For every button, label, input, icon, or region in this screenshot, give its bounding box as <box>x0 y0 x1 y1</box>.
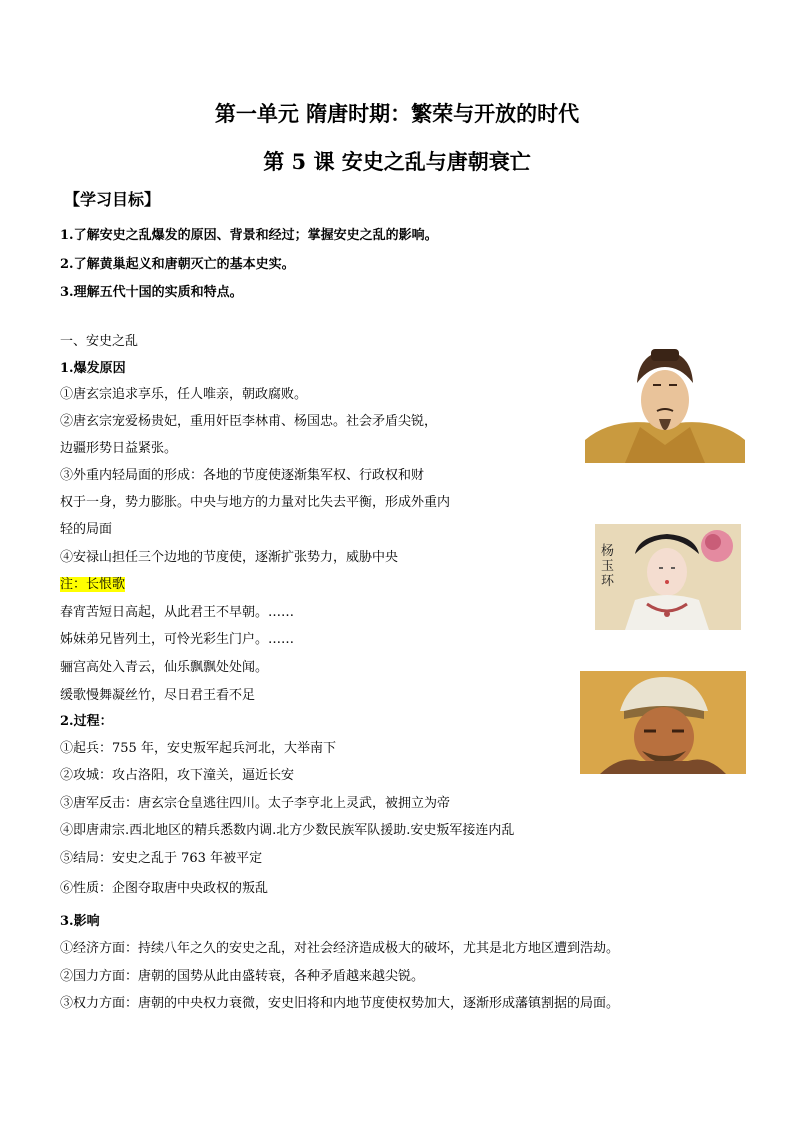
causes-heading: 1.爆发原因 <box>60 361 126 376</box>
objectives-heading: 【学习目标】 <box>64 190 161 209</box>
note-prefix: 注： <box>60 577 87 592</box>
impact-line-3: ③权力方面：唐朝的中央权力衰微，安史旧将和内地节度使权势加大，逐渐形成藩镇割据的局面。 <box>60 996 620 1011</box>
process-heading: 2.过程： <box>60 714 113 729</box>
unit-title: 第一单元 隋唐时期：繁荣与开放的时代 <box>214 101 580 126</box>
emperor-portrait-svg <box>585 345 745 463</box>
poem-line-3: 骊宫高处入青云，仙乐飘飘处处闻。 <box>60 660 269 675</box>
poem-line-4: 缓歌慢舞凝丝竹，尽日君王看不足 <box>60 688 256 703</box>
cause-line-5: 权于一身，势力膨胀。中央与地方的力量对比失去平衡，形成外重内 <box>60 495 451 510</box>
cause-line-3: 边疆形势日益紧张。 <box>60 441 178 456</box>
poem-line-2: 姊妹弟兄皆列土，可怜光彩生门户。…… <box>60 632 295 647</box>
impact-line-1: ①经济方面：持续八年之久的安史之乱，对社会经济造成极大的破坏，尤其是北方地区遭到浩劫。 <box>60 941 620 956</box>
cause-line-1: ①唐玄宗追求享乐，任人唯亲，朝政腐败。 <box>60 387 308 402</box>
note-line <box>60 577 125 593</box>
process-line-4: ④即唐肃宗.西北地区的精兵悉数内调.北方少数民族军队援助.安史叛军接连内乱 <box>60 823 515 838</box>
objective-item-1: 1.了解安史之乱爆发的原因、背景和经过；掌握安史之乱的影响。 <box>60 228 438 243</box>
cause-line-7: ④安禄山担任三个边地的节度使，逐渐扩张势力，威胁中央 <box>60 550 399 565</box>
poem-line-1: 春宵苦短日高起，从此君王不早朝。…… <box>60 605 295 620</box>
process-line-6: ⑥性质：企图夺取唐中央政权的叛乱 <box>60 881 269 896</box>
an-lushan-portrait-svg <box>580 671 746 774</box>
yang-yuhuan-portrait-image <box>595 524 741 630</box>
process-line-3: ③唐军反击：唐玄宗仓皇逃往四川。太子李亨北上灵武，被拥立为帝 <box>60 796 451 811</box>
emperor-portrait-image <box>585 345 745 463</box>
section1-heading: 一、安史之乱 <box>60 334 139 349</box>
process-line-1: ①起兵：755 年，安史叛军起兵河北，大举南下 <box>60 741 336 756</box>
process-line-5: ⑤结局：安史之乱于 763 年被平定 <box>60 851 263 866</box>
lesson-title: 第 5 课 安史之乱与唐朝衰亡 <box>263 149 531 174</box>
an-lushan-portrait-image <box>580 671 746 774</box>
impact-line-2: ②国力方面：唐朝的国势从此由盛转衰，各种矛盾越来越尖锐。 <box>60 969 425 984</box>
note-title: 长恨歌 <box>86 577 126 592</box>
cause-line-4: ③外重内轻局面的形成：各地的节度使逐渐集军权、行政权和财 <box>60 468 425 483</box>
cause-line-6: 轻的局面 <box>60 522 113 537</box>
impact-heading: 3.影响 <box>60 914 100 929</box>
yang-yuhuan-caption: 杨玉环 <box>601 544 615 589</box>
objective-item-3: 3.理解五代十国的实质和特点。 <box>60 285 243 300</box>
cause-line-2: ②唐玄宗宠爱杨贵妃，重用奸臣李林甫、杨国忠。社会矛盾尖锐， <box>60 414 438 429</box>
objective-item-2: 2.了解黄巢起义和唐朝灭亡的基本史实。 <box>60 257 295 272</box>
process-line-2: ②攻城：攻占洛阳，攻下潼关，逼近长安 <box>60 768 295 783</box>
